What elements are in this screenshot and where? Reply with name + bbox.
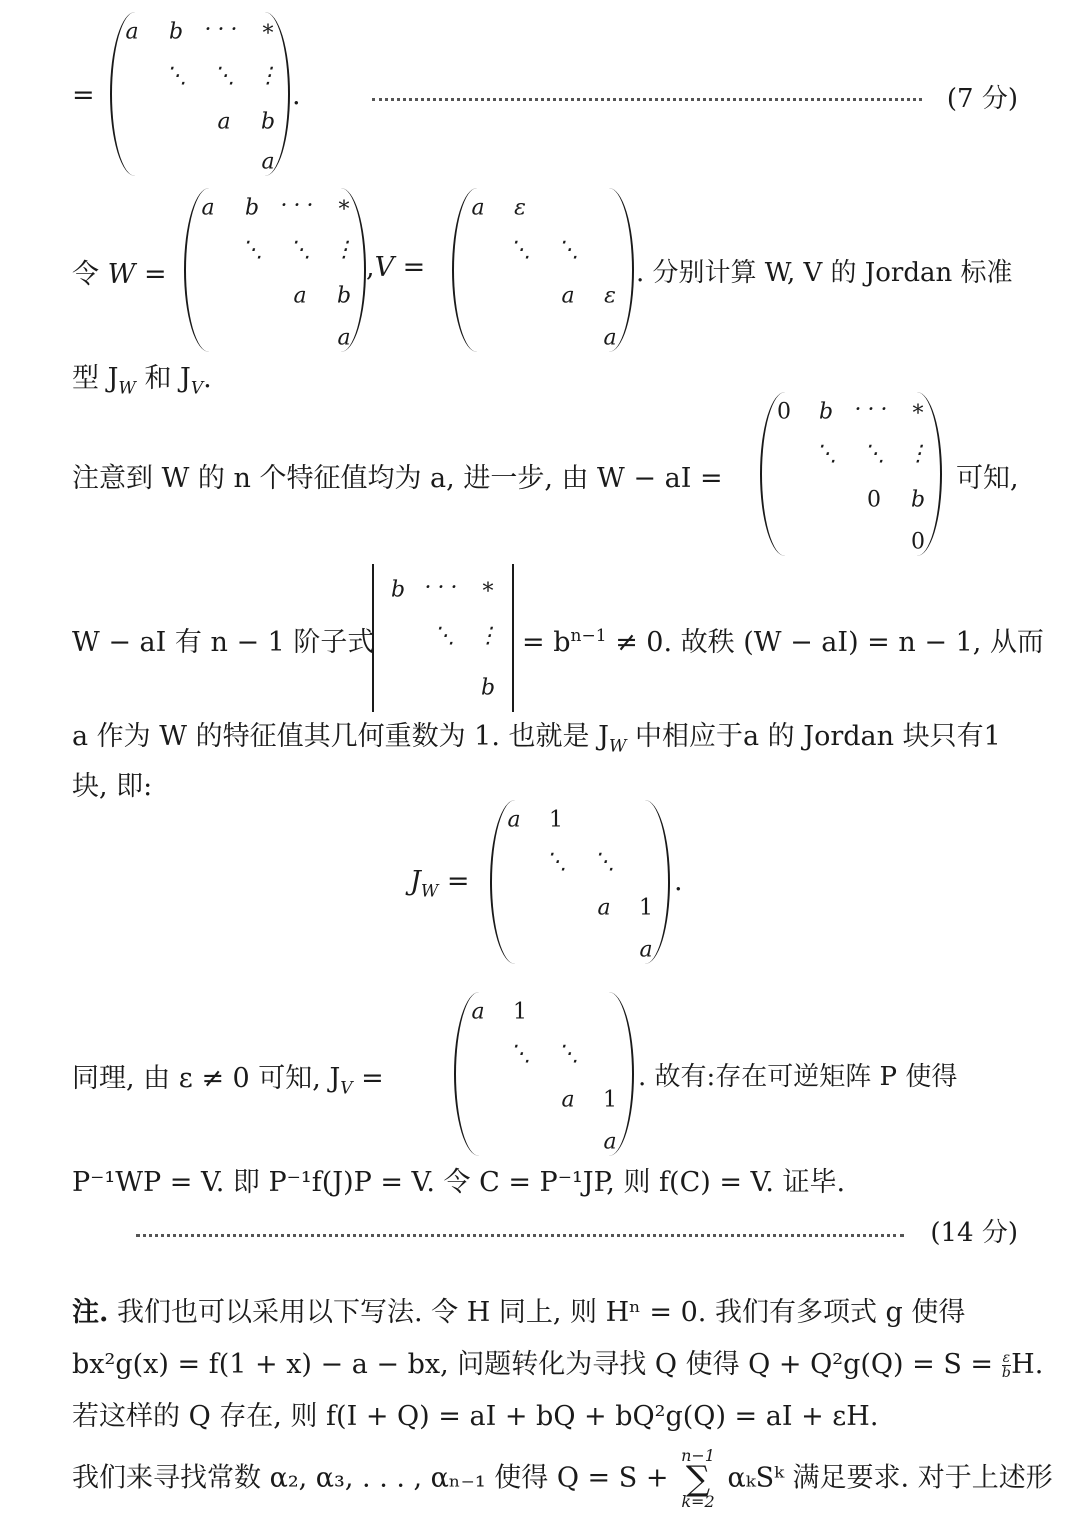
m-entry: ε: [514, 195, 526, 221]
score-7: (7 分): [946, 84, 1018, 114]
jordan-type-line: 型 $J_W$ 和 $J_V$.: [72, 363, 212, 399]
m-entry: ⋱: [509, 237, 531, 263]
period: .: [292, 80, 301, 111]
known-text: 可知,: [956, 463, 1019, 494]
m-entry: ⋱: [815, 441, 837, 467]
m-entry: a: [561, 1087, 575, 1113]
m-entry: 0: [777, 399, 791, 425]
m-entry: a: [603, 1129, 617, 1155]
fraction-eps-over-b: $\frac{\varepsilon}{b}$: [1001, 1350, 1011, 1381]
score-14: (14 分): [930, 1218, 1018, 1248]
m-entry: ⋱: [863, 441, 885, 467]
m-entry: ⋮: [477, 623, 499, 649]
m-entry: ⋱: [557, 1041, 579, 1067]
m-entry: 1: [513, 999, 527, 1025]
minor-prefix: W − aI 有 n − 1 阶子式: [72, 627, 375, 658]
matrix-upper-ab: [110, 12, 290, 176]
m-entry: ···: [854, 397, 894, 423]
m-entry: a: [293, 283, 307, 309]
m-entry: *: [912, 401, 924, 427]
m-entry: ···: [424, 575, 464, 601]
m-entry: 0: [911, 529, 925, 555]
m-entry: ⋱: [241, 237, 263, 263]
m-entry: ···: [280, 193, 320, 219]
m-entry: ⋮: [257, 63, 279, 89]
m-entry: ⋱: [509, 1041, 531, 1067]
dotted-leader-2: [136, 1234, 904, 1237]
v-eq-label: ,V =: [366, 252, 426, 283]
block-text: 块, 即:: [72, 771, 153, 802]
note-line-3: 若这样的 Q 存在, 则 f(I + Q) = aI + bQ + bQ²g(Q) = aI + εH.: [72, 1401, 879, 1432]
m-entry: a: [561, 283, 575, 309]
m-entry: b: [168, 19, 184, 45]
m-entry: a: [603, 325, 617, 351]
hence-text: . 故有:存在可逆矩阵 P 使得: [638, 1062, 958, 1092]
m-entry: 0: [867, 487, 881, 513]
m-entry: a: [337, 325, 351, 351]
m-entry: a: [201, 195, 215, 221]
m-entry: ⋮: [333, 237, 355, 263]
note-line-1: 注. 我们也可以采用以下写法. 令 H 同上, 则 Hⁿ = 0. 我们有多项式 g 使得: [72, 1297, 966, 1328]
m-entry: b: [390, 577, 406, 603]
m-entry: ⋱: [289, 237, 311, 263]
m-entry: b: [336, 283, 352, 309]
jw-label: $J_W$ =: [410, 866, 470, 902]
matrix-w-minus-ai: [760, 392, 942, 556]
m-entry: ···: [204, 17, 244, 43]
m-entry: ⋱: [213, 63, 235, 89]
matrix-jv: [454, 992, 634, 1156]
geom-line: a 作为 W 的特征值其几何重数为 1. 也就是 $J_W$ 中相应于a 的 Jordan 块只有1: [72, 721, 1001, 757]
determinant-minor: [372, 564, 514, 712]
m-entry: ⋱: [557, 237, 579, 263]
m-entry: b: [910, 487, 926, 513]
m-entry: a: [471, 195, 485, 221]
notice-text: 注意到 W 的 n 个特征值均为 a, 进一步, 由 W − aI =: [72, 463, 723, 494]
m-entry: ε: [604, 283, 616, 309]
m-entry: b: [260, 109, 276, 135]
matrix-jw: [490, 800, 670, 964]
m-entry: ⋱: [165, 63, 187, 89]
m-entry: 1: [549, 807, 563, 833]
m-entry: ⋱: [433, 623, 455, 649]
summation-symbol: n−1 ∑ k=2: [681, 1446, 715, 1511]
minor-result: = $b^{n-1} \ne 0$. 故秩 (W − aI) = n − 1, 从而: [522, 626, 1044, 658]
m-entry: b: [480, 675, 496, 701]
m-entry: *: [338, 197, 350, 223]
m-entry: *: [482, 579, 494, 605]
note-line-2: bx²g(x) = f(1 + x) − a − bx, 问题转化为寻找 Q 使得 Q + Q²g(Q) = S = $\frac{\varepsilon}{b}$ H.: [72, 1349, 1044, 1381]
note-line-4: 我们来寻找常数 α₂, α₃, . . . , αₙ₋₁ 使得 Q = S + n−1 ∑ k=2 αₖSᵏ 满足要求. 对于上述形: [72, 1446, 1053, 1511]
let-w-label: 令 W =: [72, 259, 167, 290]
equals-sign-1: =: [72, 80, 95, 111]
dotted-leader-1: [372, 98, 922, 101]
m-entry: a: [507, 807, 521, 833]
m-entry: a: [125, 19, 139, 45]
m-entry: a: [471, 999, 485, 1025]
m-entry: ⋱: [593, 849, 615, 875]
compute-text: . 分别计算 W, V 的 Jordan 标准: [636, 258, 1013, 288]
period: .: [674, 866, 683, 897]
matrix-v: [452, 188, 634, 352]
m-entry: 1: [639, 895, 653, 921]
m-entry: a: [217, 109, 231, 135]
m-entry: ⋮: [907, 441, 929, 467]
matrix-w: [184, 188, 366, 352]
similarly-text: 同理, 由 ε ≠ 0 可知, $J_V$ =: [72, 1063, 384, 1099]
conclusion-line: P⁻¹WP = V. 即 P⁻¹f(J)P = V. 令 C = P⁻¹JP, 则 f(C) = V. 证毕.: [72, 1167, 846, 1198]
m-entry: b: [244, 195, 260, 221]
m-entry: 1: [603, 1087, 617, 1113]
m-entry: b: [818, 399, 834, 425]
m-entry: a: [639, 937, 653, 963]
m-entry: a: [261, 149, 275, 175]
m-entry: ⋱: [545, 849, 567, 875]
m-entry: *: [262, 21, 274, 47]
m-entry: a: [597, 895, 611, 921]
